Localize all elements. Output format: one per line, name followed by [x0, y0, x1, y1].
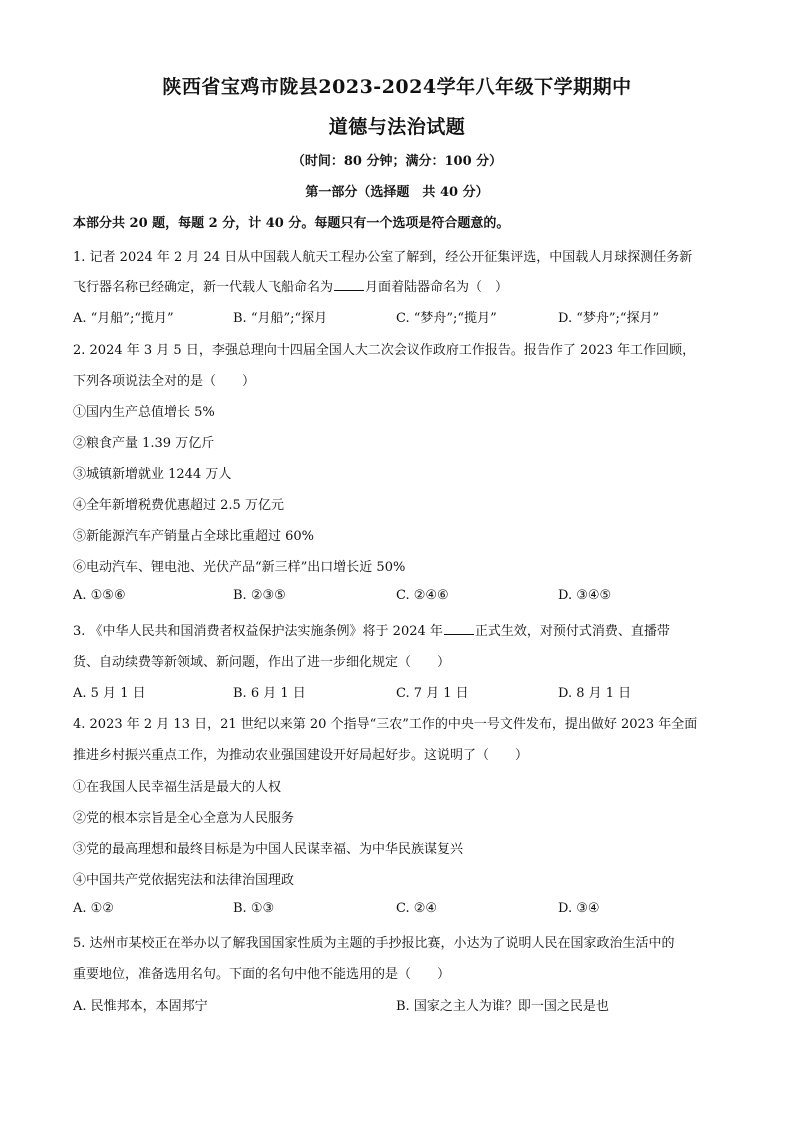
question-5-line-2: 重要地位，准备选用名句。下面的名句中他不能选用的是（ ） [73, 967, 451, 982]
question-3-text-a: 3. 《中华人民共和国消费者权益保护法实施条例》将于 2024 年 [73, 624, 443, 639]
exam-info: （时间：80 分钟；满分：100 分） [291, 154, 503, 169]
question-2-item: ①国内生产总值增长 5% [73, 405, 215, 420]
question-1-line-2 [73, 276, 508, 295]
page-title: 陕西省宝鸡市陇县2023-2024学年八年级下学期期中 [162, 76, 632, 98]
question-2-line-2: 下列各项说法全对的是（ ） [73, 374, 256, 389]
question-2-option-c[interactable]: C. ②④⑥ [396, 588, 449, 603]
question-3-option-b[interactable]: B. 6 月 1 日 [233, 686, 306, 701]
question-2-item: ②粮食产量 1.39 万亿斤 [73, 436, 215, 451]
question-4-option-b[interactable]: B. ①③ [233, 901, 275, 916]
question-2-option-b[interactable]: B. ②③⑤ [233, 588, 286, 603]
question-2-item: ⑤新能源汽车产销量占全球比重超过 60% [73, 529, 315, 544]
question-4-item: ③党的最高理想和最终目标是为中国人民谋幸福、为中华民族谋复兴 [73, 842, 464, 857]
answer-blank [444, 622, 474, 635]
question-1-option-d[interactable]: D. “梦舟”;“探月” [558, 311, 660, 326]
question-4-option-d[interactable]: D. ③④ [558, 901, 600, 916]
question-2-line-1: 2. 2024 年 3 月 5 日，李强总理向十四届全国人大二次会议作政府工作报告。报告作了 2023 年工作回顾， [73, 343, 696, 358]
question-2-option-a[interactable]: A. ①⑤⑥ [73, 588, 126, 603]
question-5-option-b[interactable]: B. 国家之主人为谁？即一国之民是也 [396, 999, 609, 1014]
question-1-text-a: 飞行器名称已经确定，新一代载人飞船命名为 [73, 280, 334, 295]
question-1-text-b: 月面着陆器命名为（ ） [365, 280, 509, 295]
page-subject-title: 道德与法治试题 [328, 116, 466, 138]
question-4-line-2: 推进乡村振兴重点工作，为推动农业强国建设开好局起好步。这说明了（ ） [73, 748, 529, 763]
question-1-option-c[interactable]: C. “梦舟”;“揽月” [396, 311, 497, 326]
answer-blank [334, 278, 364, 291]
question-4-item: ①在我国人民幸福生活是最大的人权 [73, 780, 282, 795]
question-2-item: ⑥电动汽车、锂电池、光伏产品“新三样”出口增长近 50% [73, 560, 406, 575]
question-4-option-a[interactable]: A. ①② [73, 901, 114, 916]
question-3-text-b: 正式生效，对预付式消费、直播带 [474, 624, 670, 639]
question-4-option-c[interactable]: C. ②④ [396, 901, 438, 916]
question-3-line-2: 货、自动续费等新领域、新问题，作出了进一步细化规定（ ） [73, 655, 451, 670]
question-1-option-b[interactable]: B. “月船”;“探月 [233, 311, 328, 326]
question-5-line-1: 5. 达州市某校正在举办以了解我国国家性质为主题的手抄报比赛，小达为了说明人民在国家政治生活中的 [73, 936, 675, 951]
instructions: 本部分共 20 题，每题 2 分，计 40 分。每题只有一个选项是符合题意的。 [73, 216, 510, 231]
question-4-item: ②党的根本宗旨是全心全意为人民服务 [73, 811, 295, 826]
question-2-option-d[interactable]: D. ③④⑤ [558, 588, 612, 603]
question-2-item: ④全年新增税费优惠超过 2.5 万亿元 [73, 498, 284, 513]
part-title: 第一部分（选择题 共 40 分） [305, 185, 489, 200]
question-3-option-a[interactable]: A. 5 月 1 日 [73, 686, 146, 701]
question-4-line-1: 4. 2023 年 2 月 13 日，21 世纪以来第 20 个指导“三农”工作的中央一号文件发布，提出做好 2023 年全面 [73, 717, 698, 732]
question-3-option-c[interactable]: C. 7 月 1 日 [396, 686, 469, 701]
question-4-item: ④中国共产党依据宪法和法律治国理政 [73, 873, 295, 888]
question-3-line-1 [73, 620, 670, 639]
question-3-option-d[interactable]: D. 8 月 1 日 [558, 686, 632, 701]
question-2-item: ③城镇新增就业 1244 万人 [73, 467, 232, 482]
question-1-option-a[interactable]: A. “月船”;“揽月” [73, 311, 174, 326]
question-1-line-1: 1. 记者 2024 年 2 月 24 日从中国载人航天工程办公室了解到，经公开征集评选，中国载人月球探测任务新 [73, 250, 693, 265]
question-5-option-a[interactable]: A. 民惟邦本，本固邦宁 [73, 999, 208, 1014]
